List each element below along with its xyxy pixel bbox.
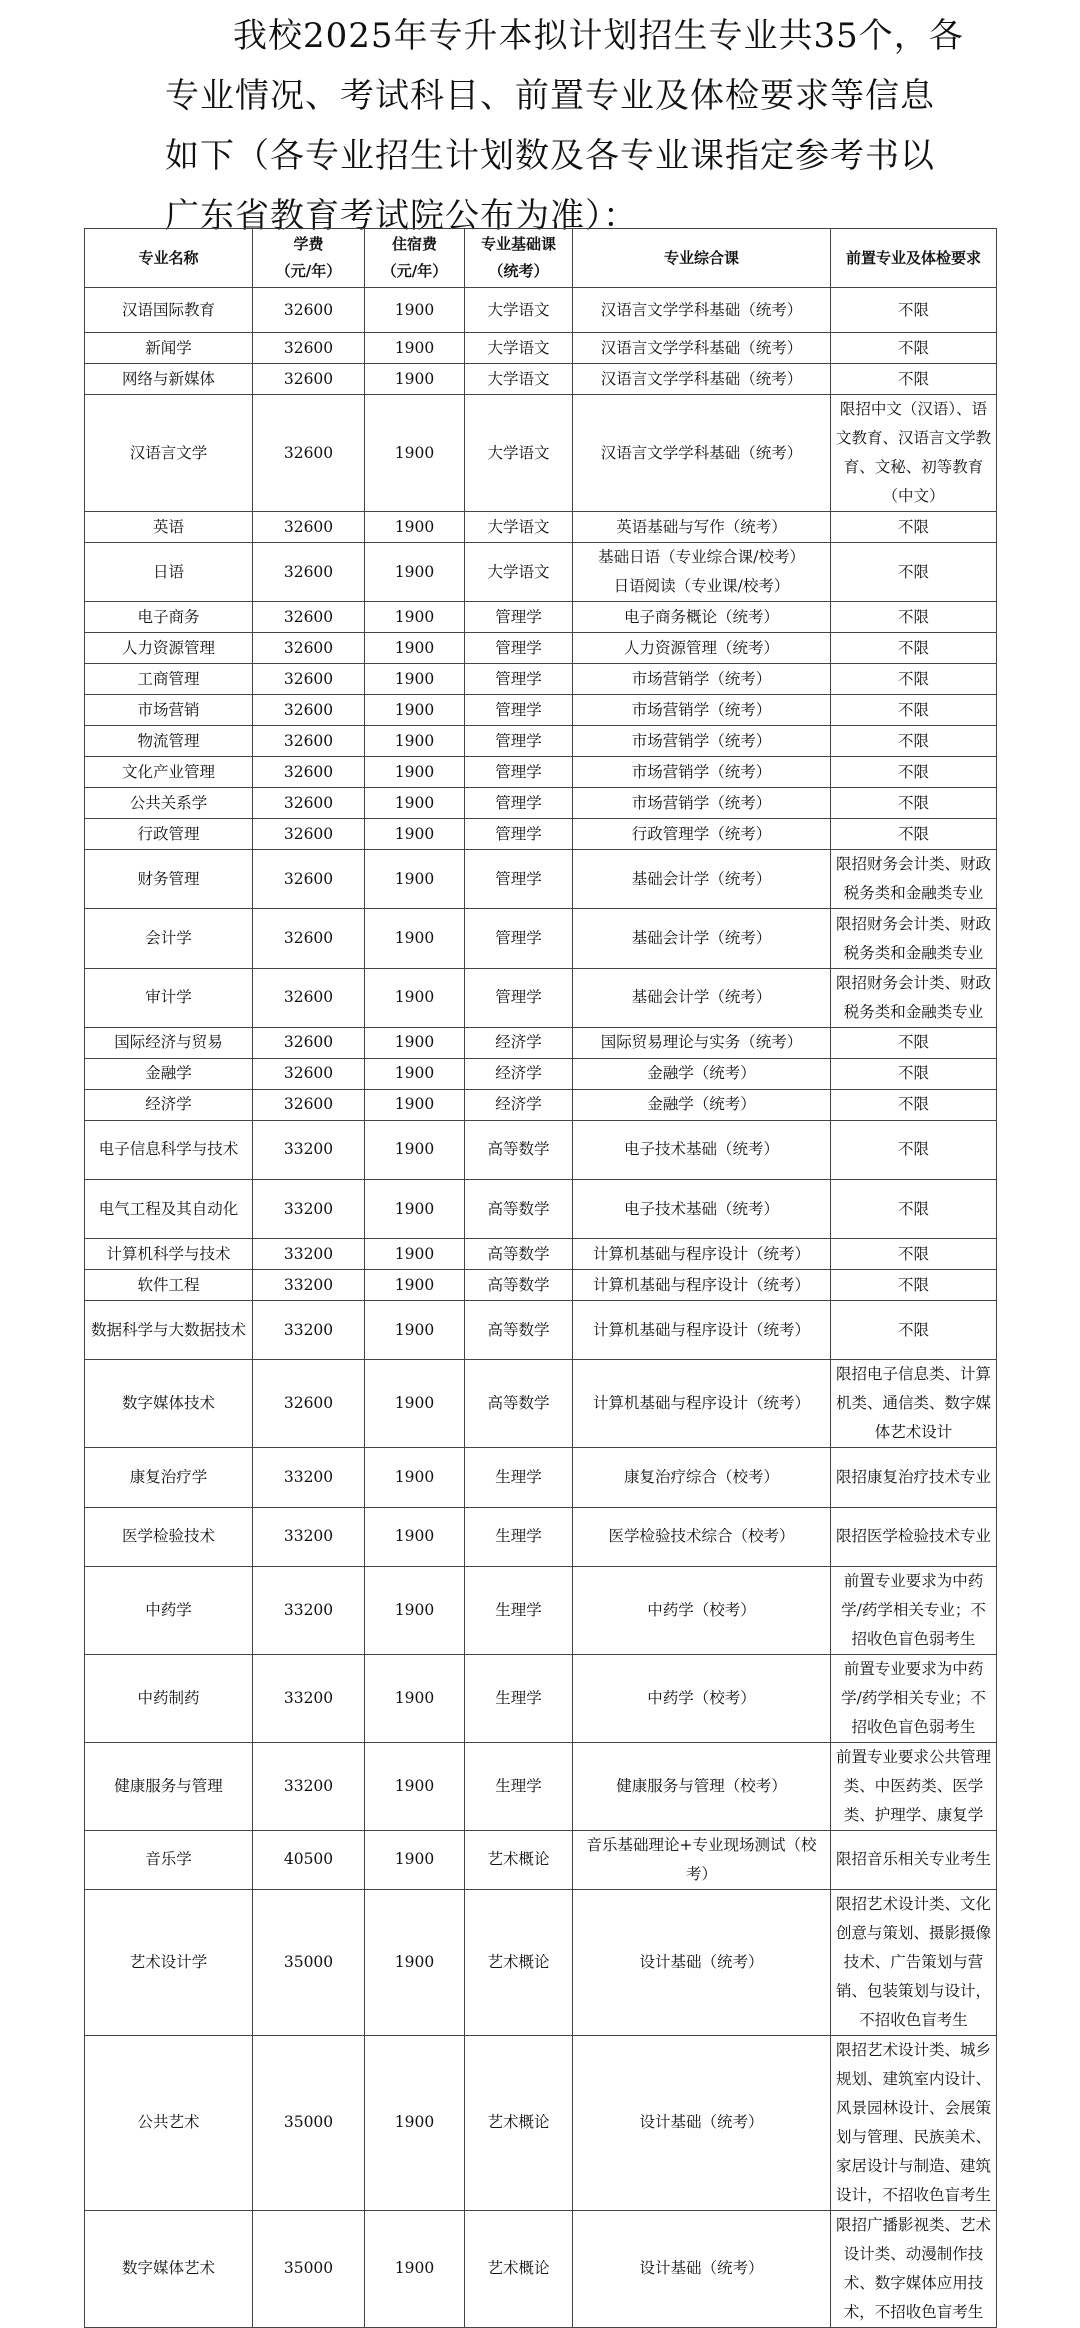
cell-dorm: 1900 [365, 1027, 465, 1058]
cell-dorm: 1900 [365, 909, 465, 968]
header-tuition: 学费 （元/年） [253, 229, 365, 288]
cell-comp: 设计基础（统考） [573, 2035, 831, 2210]
table-row [85, 1566, 997, 1654]
cell-basic: 高等数学 [465, 1239, 573, 1270]
cell-basic: 生理学 [465, 1448, 573, 1507]
cell-dorm: 1900 [365, 968, 465, 1027]
cell-req: 限招艺术设计类、文化创意与策划、摄影摄像技术、广告策划与营销、包装策划与设计，不招收色盲考生 [831, 1889, 997, 2035]
cell-dorm: 1900 [365, 1301, 465, 1360]
cell-comp: 计算机基础与程序设计（统考） [573, 1270, 831, 1301]
cell-tuition: 33200 [253, 1180, 365, 1239]
cell-tuition: 32600 [253, 333, 365, 364]
cell-dorm: 1900 [365, 1566, 465, 1654]
cell-tuition: 33200 [253, 1566, 365, 1654]
cell-tuition: 32600 [253, 788, 365, 819]
cell-req: 不限 [831, 664, 997, 695]
cell-basic: 高等数学 [465, 1360, 573, 1448]
cell-name: 人力资源管理 [85, 633, 253, 664]
table-row [85, 968, 997, 1027]
cell-tuition: 33200 [253, 1507, 365, 1566]
cell-comp: 市场营销学（统考） [573, 695, 831, 726]
cell-dorm: 1900 [365, 543, 465, 602]
cell-dorm: 1900 [365, 1360, 465, 1448]
cell-name: 数据科学与大数据技术 [85, 1301, 253, 1360]
cell-tuition: 32600 [253, 1058, 365, 1089]
cell-name: 电子商务 [85, 602, 253, 633]
cell-name: 文化产业管理 [85, 757, 253, 788]
cell-req: 不限 [831, 288, 997, 333]
cell-name: 软件工程 [85, 1270, 253, 1301]
cell-req: 不限 [831, 757, 997, 788]
cell-tuition: 33200 [253, 1448, 365, 1507]
cell-comp: 计算机基础与程序设计（统考） [573, 1360, 831, 1448]
cell-name: 数字媒体艺术 [85, 2210, 253, 2327]
cell-req: 不限 [831, 1180, 997, 1239]
cell-comp: 金融学（统考） [573, 1089, 831, 1120]
cell-dorm: 1900 [365, 602, 465, 633]
table-row [85, 1301, 997, 1360]
table-row [85, 288, 997, 333]
cell-tuition: 33200 [253, 1742, 365, 1830]
cell-name: 艺术设计学 [85, 1889, 253, 2035]
table-row [85, 1027, 997, 1058]
cell-tuition: 32600 [253, 850, 365, 909]
cell-basic: 高等数学 [465, 1301, 573, 1360]
cell-basic: 高等数学 [465, 1270, 573, 1301]
cell-req: 限招财务会计类、财政税务类和金融类专业 [831, 909, 997, 968]
cell-req: 不限 [831, 1120, 997, 1179]
cell-dorm: 1900 [365, 788, 465, 819]
cell-req: 前置专业要求为中药学/药学相关专业；不招收色盲色弱考生 [831, 1566, 997, 1654]
table-row [85, 695, 997, 726]
cell-req: 限招中文（汉语）、语文教育、汉语言文学教育、文秘、初等教育（中文） [831, 395, 997, 512]
cell-comp: 行政管理学（统考） [573, 819, 831, 850]
cell-name: 财务管理 [85, 850, 253, 909]
cell-tuition: 32600 [253, 1360, 365, 1448]
cell-comp: 汉语言文学学科基础（统考） [573, 333, 831, 364]
cell-req: 不限 [831, 695, 997, 726]
cell-name: 金融学 [85, 1058, 253, 1089]
cell-basic: 生理学 [465, 1654, 573, 1742]
cell-dorm: 1900 [365, 695, 465, 726]
cell-comp: 计算机基础与程序设计（统考） [573, 1239, 831, 1270]
cell-tuition: 32600 [253, 543, 365, 602]
table-row [85, 664, 997, 695]
header-name: 专业名称 [85, 229, 253, 288]
cell-name: 数字媒体技术 [85, 1360, 253, 1448]
cell-name: 日语 [85, 543, 253, 602]
cell-tuition: 35000 [253, 2035, 365, 2210]
header-dorm: 住宿费 （元/年） [365, 229, 465, 288]
cell-comp: 人力资源管理（统考） [573, 633, 831, 664]
cell-comp: 市场营销学（统考） [573, 664, 831, 695]
cell-comp: 基础日语（专业综合课/校考） 日语阅读（专业课/校考） [573, 543, 831, 602]
cell-req: 不限 [831, 1027, 997, 1058]
cell-basic: 艺术概论 [465, 1889, 573, 2035]
cell-tuition: 32600 [253, 512, 365, 543]
table-row [85, 788, 997, 819]
cell-name: 汉语国际教育 [85, 288, 253, 333]
table-row [85, 1239, 997, 1270]
intro-paragraph: 我校2025年专升本拟计划招生专业共35个，各专业情况、考试科目、前置专业及体检要求等信息如下（各专业招生计划数及各专业课指定参考书以广东省教育考试院公布为准）： [165, 16, 964, 236]
cell-basic: 艺术概论 [465, 2210, 573, 2327]
table-row [85, 850, 997, 909]
cell-name: 新闻学 [85, 333, 253, 364]
cell-basic: 大学语文 [465, 364, 573, 395]
cell-basic: 生理学 [465, 1566, 573, 1654]
table-row [85, 1058, 997, 1089]
cell-name: 医学检验技术 [85, 1507, 253, 1566]
table-row [85, 1830, 997, 1889]
table-header-row [85, 229, 997, 288]
cell-comp: 中药学（校考） [573, 1566, 831, 1654]
cell-basic: 大学语文 [465, 288, 573, 333]
cell-basic: 大学语文 [465, 333, 573, 364]
cell-name: 经济学 [85, 1089, 253, 1120]
cell-req: 前置专业要求公共管理类、中医药类、医学类、护理学、康复学 [831, 1742, 997, 1830]
cell-tuition: 40500 [253, 1830, 365, 1889]
cell-tuition: 32600 [253, 1089, 365, 1120]
cell-req: 不限 [831, 1270, 997, 1301]
cell-dorm: 1900 [365, 1180, 465, 1239]
cell-req: 不限 [831, 333, 997, 364]
cell-basic: 管理学 [465, 633, 573, 664]
header-req: 前置专业及体检要求 [831, 229, 997, 288]
cell-dorm: 1900 [365, 1654, 465, 1742]
cell-comp: 电子技术基础（统考） [573, 1120, 831, 1179]
cell-comp: 计算机基础与程序设计（统考） [573, 1301, 831, 1360]
cell-req: 限招康复治疗技术专业 [831, 1448, 997, 1507]
table-row [85, 2210, 997, 2327]
cell-basic: 管理学 [465, 819, 573, 850]
cell-req: 不限 [831, 1301, 997, 1360]
cell-comp: 基础会计学（统考） [573, 909, 831, 968]
cell-req: 不限 [831, 1239, 997, 1270]
cell-dorm: 1900 [365, 395, 465, 512]
table-row [85, 1180, 997, 1239]
cell-comp: 中药学（校考） [573, 1654, 831, 1742]
cell-comp: 市场营销学（统考） [573, 726, 831, 757]
cell-basic: 经济学 [465, 1058, 573, 1089]
table-body [85, 288, 997, 2328]
cell-name: 工商管理 [85, 664, 253, 695]
cell-name: 计算机科学与技术 [85, 1239, 253, 1270]
cell-name: 电气工程及其自动化 [85, 1180, 253, 1239]
cell-comp: 汉语言文学学科基础（统考） [573, 395, 831, 512]
cell-dorm: 1900 [365, 757, 465, 788]
cell-dorm: 1900 [365, 819, 465, 850]
cell-tuition: 32600 [253, 909, 365, 968]
cell-comp: 音乐基础理论+专业现场测试（校考） [573, 1830, 831, 1889]
cell-dorm: 1900 [365, 633, 465, 664]
cell-comp: 康复治疗综合（校考） [573, 1448, 831, 1507]
table-row [85, 1889, 997, 2035]
cell-req: 限招财务会计类、财政税务类和金融类专业 [831, 850, 997, 909]
table-row [85, 364, 997, 395]
cell-name: 市场营销 [85, 695, 253, 726]
cell-tuition: 32600 [253, 664, 365, 695]
cell-dorm: 1900 [365, 364, 465, 395]
table-row [85, 909, 997, 968]
table-row [85, 1089, 997, 1120]
table-row [85, 1654, 997, 1742]
table-row [85, 1448, 997, 1507]
table-row [85, 512, 997, 543]
cell-name: 公共艺术 [85, 2035, 253, 2210]
cell-name: 行政管理 [85, 819, 253, 850]
cell-name: 网络与新媒体 [85, 364, 253, 395]
cell-tuition: 32600 [253, 968, 365, 1027]
cell-basic: 管理学 [465, 850, 573, 909]
table-row [85, 602, 997, 633]
table-row [85, 726, 997, 757]
cell-comp: 汉语言文学学科基础（统考） [573, 288, 831, 333]
cell-basic: 经济学 [465, 1027, 573, 1058]
cell-comp: 电子商务概论（统考） [573, 602, 831, 633]
cell-basic: 大学语文 [465, 543, 573, 602]
header-comp: 专业综合课 [573, 229, 831, 288]
cell-name: 康复治疗学 [85, 1448, 253, 1507]
cell-dorm: 1900 [365, 1742, 465, 1830]
cell-basic: 经济学 [465, 1089, 573, 1120]
cell-tuition: 32600 [253, 395, 365, 512]
cell-name: 审计学 [85, 968, 253, 1027]
cell-dorm: 1900 [365, 1120, 465, 1179]
cell-comp: 国际贸易理论与实务（统考） [573, 1027, 831, 1058]
header-basic: 专业基础课 （统考） [465, 229, 573, 288]
cell-name: 健康服务与管理 [85, 1742, 253, 1830]
cell-comp: 金融学（统考） [573, 1058, 831, 1089]
table-row [85, 395, 997, 512]
cell-req: 不限 [831, 819, 997, 850]
cell-basic: 高等数学 [465, 1120, 573, 1179]
cell-req: 不限 [831, 543, 997, 602]
cell-req: 不限 [831, 1089, 997, 1120]
cell-req: 不限 [831, 602, 997, 633]
cell-tuition: 32600 [253, 695, 365, 726]
cell-dorm: 1900 [365, 512, 465, 543]
cell-req: 不限 [831, 726, 997, 757]
cell-tuition: 33200 [253, 1120, 365, 1179]
table-row [85, 1120, 997, 1179]
cell-name: 物流管理 [85, 726, 253, 757]
cell-dorm: 1900 [365, 2035, 465, 2210]
cell-tuition: 33200 [253, 1301, 365, 1360]
cell-dorm: 1900 [365, 664, 465, 695]
cell-comp: 汉语言文学学科基础（统考） [573, 364, 831, 395]
table-row [85, 633, 997, 664]
cell-comp: 电子技术基础（统考） [573, 1180, 831, 1239]
cell-comp: 基础会计学（统考） [573, 968, 831, 1027]
cell-basic: 大学语文 [465, 395, 573, 512]
cell-tuition: 33200 [253, 1654, 365, 1742]
cell-dorm: 1900 [365, 1889, 465, 2035]
table-row [85, 1507, 997, 1566]
cell-dorm: 1900 [365, 1448, 465, 1507]
cell-tuition: 32600 [253, 726, 365, 757]
cell-req: 限招医学检验技术专业 [831, 1507, 997, 1566]
cell-dorm: 1900 [365, 850, 465, 909]
cell-basic: 艺术概论 [465, 2035, 573, 2210]
cell-name: 会计学 [85, 909, 253, 968]
cell-tuition: 32600 [253, 1027, 365, 1058]
table-row [85, 1360, 997, 1448]
cell-name: 音乐学 [85, 1830, 253, 1889]
cell-basic: 艺术概论 [465, 1830, 573, 1889]
cell-basic: 大学语文 [465, 512, 573, 543]
cell-basic: 生理学 [465, 1742, 573, 1830]
cell-comp: 健康服务与管理（校考） [573, 1742, 831, 1830]
cell-dorm: 1900 [365, 1507, 465, 1566]
cell-comp: 英语基础与写作（统考） [573, 512, 831, 543]
cell-req: 不限 [831, 788, 997, 819]
majors-table [84, 228, 997, 2328]
cell-basic: 生理学 [465, 1507, 573, 1566]
cell-tuition: 35000 [253, 1889, 365, 2035]
cell-comp: 设计基础（统考） [573, 2210, 831, 2327]
cell-dorm: 1900 [365, 1239, 465, 1270]
cell-basic: 管理学 [465, 968, 573, 1027]
cell-name: 国际经济与贸易 [85, 1027, 253, 1058]
cell-basic: 管理学 [465, 909, 573, 968]
table-row [85, 543, 997, 602]
table-row [85, 1742, 997, 1830]
cell-tuition: 32600 [253, 819, 365, 850]
cell-comp: 医学检验技术综合（校考） [573, 1507, 831, 1566]
table-row [85, 757, 997, 788]
cell-comp: 设计基础（统考） [573, 1889, 831, 2035]
cell-name: 电子信息科学与技术 [85, 1120, 253, 1179]
cell-tuition: 33200 [253, 1270, 365, 1301]
cell-req: 前置专业要求为中药学/药学相关专业；不招收色盲色弱考生 [831, 1654, 997, 1742]
cell-dorm: 1900 [365, 1058, 465, 1089]
cell-dorm: 1900 [365, 1830, 465, 1889]
cell-name: 中药制药 [85, 1654, 253, 1742]
cell-basic: 管理学 [465, 602, 573, 633]
cell-dorm: 1900 [365, 2210, 465, 2327]
cell-name: 公共关系学 [85, 788, 253, 819]
cell-req: 限招广播影视类、艺术设计类、动漫制作技术、数字媒体应用技术，不招收色盲考生 [831, 2210, 997, 2327]
cell-tuition: 32600 [253, 288, 365, 333]
cell-name: 汉语言文学 [85, 395, 253, 512]
cell-tuition: 32600 [253, 633, 365, 664]
cell-req: 不限 [831, 633, 997, 664]
cell-tuition: 32600 [253, 757, 365, 788]
cell-basic: 管理学 [465, 695, 573, 726]
cell-req: 限招财务会计类、财政税务类和金融类专业 [831, 968, 997, 1027]
cell-tuition: 33200 [253, 1239, 365, 1270]
cell-dorm: 1900 [365, 1089, 465, 1120]
cell-basic: 管理学 [465, 664, 573, 695]
cell-dorm: 1900 [365, 726, 465, 757]
cell-req: 限招音乐相关专业考生 [831, 1830, 997, 1889]
cell-req: 限招电子信息类、计算机类、通信类、数字媒体艺术设计 [831, 1360, 997, 1448]
table-row [85, 333, 997, 364]
cell-name: 英语 [85, 512, 253, 543]
cell-basic: 管理学 [465, 757, 573, 788]
cell-comp: 市场营销学（统考） [573, 788, 831, 819]
cell-comp: 市场营销学（统考） [573, 757, 831, 788]
table-row [85, 819, 997, 850]
cell-comp: 基础会计学（统考） [573, 850, 831, 909]
cell-name: 中药学 [85, 1566, 253, 1654]
cell-dorm: 1900 [365, 333, 465, 364]
cell-tuition: 35000 [253, 2210, 365, 2327]
cell-basic: 高等数学 [465, 1180, 573, 1239]
cell-tuition: 32600 [253, 602, 365, 633]
cell-basic: 管理学 [465, 726, 573, 757]
cell-dorm: 1900 [365, 1270, 465, 1301]
cell-req: 不限 [831, 512, 997, 543]
cell-req: 限招艺术设计类、城乡规划、建筑室内设计、风景园林设计、会展策划与管理、民族美术、家居设计与制造、建筑设计，不招收色盲考生 [831, 2035, 997, 2210]
cell-basic: 管理学 [465, 788, 573, 819]
table-row [85, 1270, 997, 1301]
cell-req: 不限 [831, 364, 997, 395]
table-row [85, 2035, 997, 2210]
cell-tuition: 32600 [253, 364, 365, 395]
cell-dorm: 1900 [365, 288, 465, 333]
cell-req: 不限 [831, 1058, 997, 1089]
